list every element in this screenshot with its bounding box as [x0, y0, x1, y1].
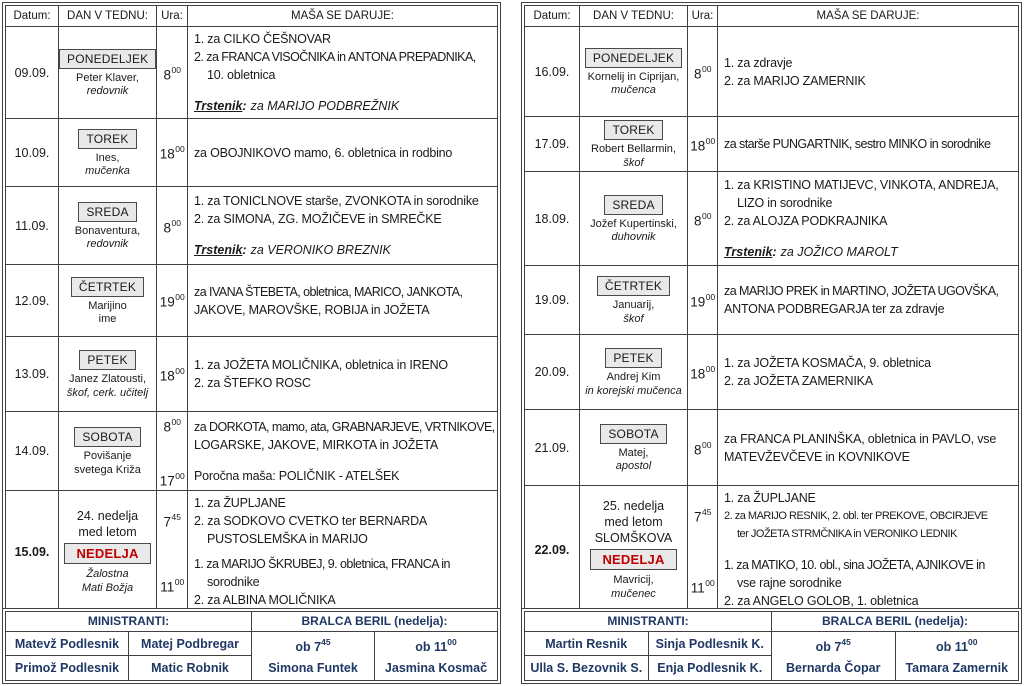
time-cell [688, 27, 718, 117]
day-badge: PONEDELJEK [585, 48, 682, 68]
saint-line: redovnik [86, 85, 129, 97]
date-cell: 13.09. [6, 337, 59, 412]
mass-line: za FRANCA PLANINŠKA, obletnica in PAVLO, vse [724, 431, 997, 446]
time-cell [688, 117, 718, 172]
ministranti-table-right [524, 611, 1019, 681]
mass-line: MATEVŽEVČEVE in KOVNIKOVE [724, 449, 910, 464]
mass-line: JAKOVE, MAROVŠKE, ROBIJA in JOŽETA [194, 302, 430, 317]
saint-line: Peter Klaver, [76, 71, 139, 84]
date-cell: 21.09. [525, 410, 580, 486]
ministrant-name: Primož Podlesnik [6, 656, 129, 681]
table-row [525, 117, 1019, 172]
sunday-title: 24. nedelja [76, 509, 139, 523]
ministrant-name: Matevž Podlesnik [6, 631, 129, 656]
saint-line: in korejski mučenca [585, 384, 682, 397]
day-cell [580, 117, 688, 172]
day-cell [580, 410, 688, 486]
table-row [525, 631, 1019, 656]
day-badge: ČETRTEK [597, 276, 670, 296]
header-row [525, 6, 1019, 27]
mass-table-right [524, 5, 1019, 614]
time-cell [157, 412, 188, 491]
day-cell [580, 486, 688, 614]
saint-line: Robert Bellarmin, [591, 143, 676, 155]
time-cell [157, 27, 188, 119]
feast-line: Marijino [88, 299, 127, 312]
trstenik-line: Trstenik: za JOŽICO MAROLT [724, 245, 898, 259]
saint-line: Jožef Kupertinski, [590, 217, 677, 230]
col-header-masa: MAŠA SE DARUJE: [188, 6, 498, 27]
mass-cell [188, 187, 498, 265]
day-cell [59, 27, 157, 119]
mass-line: za starše PUNGARTNIK, sestro MINKO in sorodnike [724, 137, 991, 151]
mass-line: za IVANA ŠTEBETA, obletnica, MARICO, JANKOTA, [194, 284, 463, 299]
col-header-day: DAN V TEDNU: [580, 6, 688, 27]
day-badge: PETEK [605, 348, 661, 368]
mass-line: 2. za SODKOVO CVETKO ter BERNARDA [194, 514, 428, 528]
mass-line: 1. za MARIJO ŠKRUBEJ, 9. obletnica, FRANCA in [194, 557, 450, 571]
schedule-panel-right [521, 2, 1022, 684]
day-badge: ČETRTEK [71, 277, 144, 297]
date-cell: 10.09. [6, 119, 59, 187]
date-cell: 18.09. [525, 172, 580, 266]
col-header-ura: Ura: [688, 6, 718, 27]
saint-line: apostol [615, 460, 652, 472]
date-cell: 14.09. [6, 412, 59, 491]
time-cell [688, 172, 718, 266]
mass-time: $18^{00}$ [159, 144, 185, 162]
mass-line: 2. za JOŽETA ZAMERNIKA [724, 374, 873, 388]
mass-cell [718, 410, 1019, 486]
trstenik-line: Trstenik: za MARIJO PODBREŽNIK [194, 99, 400, 113]
time-cell [157, 265, 188, 337]
ministranti-header: MINISTRANTI: [6, 611, 252, 631]
day-badge: SREDA [78, 202, 136, 222]
date-cell: 15.09. [6, 491, 59, 613]
mass-time: $17^{00}$ [159, 470, 185, 488]
saint-line: Ines, [95, 151, 120, 164]
mass-time: $8^{00}$ [163, 218, 181, 236]
mass-time: $18^{00}$ [690, 363, 716, 382]
day-badge: TOREK [78, 129, 136, 149]
mass-time: $18^{00}$ [159, 365, 185, 384]
mass-cell [188, 337, 498, 412]
mass-time: $8^{00}$ [694, 64, 712, 82]
saint-line: škof, cerk. učitelj [66, 386, 149, 399]
ministranti-section-left [2, 608, 501, 684]
date-cell: 17.09. [525, 117, 580, 172]
date-cell: 16.09. [525, 27, 580, 117]
day-cell [580, 266, 688, 335]
bralca-header: BRALCA BERIL (nedelja): [772, 611, 1019, 631]
mass-cell [188, 265, 498, 337]
date-cell: 20.09. [525, 335, 580, 410]
reader-time: ob $7^{45}$ [295, 636, 331, 654]
mass-line: 1. za KRISTINO MATIJEVC, VINKOTA, ANDREJA, [724, 178, 999, 192]
mass-time: $8^{00}$ [163, 417, 181, 435]
mass-line: 1. za MATIKO, 10. obl., sina JOŽETA, AJNIKOVE in [724, 558, 985, 572]
table-row [6, 412, 498, 491]
date-cell: 19.09. [525, 266, 580, 335]
time-cell [688, 486, 718, 614]
day-badge: TOREK [604, 120, 662, 140]
ministrant-name: Martin Resnik [525, 631, 649, 656]
mass-cell [718, 335, 1019, 410]
ministranti-table-left [5, 611, 498, 681]
mass-cell [718, 266, 1019, 335]
table-row [6, 631, 498, 656]
date-cell: 22.09. [525, 486, 580, 614]
mass-line: 1. za ŽUPLJANE [724, 491, 816, 505]
mass-time: $19^{00}$ [690, 291, 716, 310]
day-badge: PETEK [79, 350, 135, 370]
reader-time: ob $11^{00}$ [936, 636, 978, 654]
day-cell [580, 335, 688, 410]
mass-line: vse rajne sorodnike [737, 576, 842, 590]
trstenik-line: Trstenik: za VERONIKO BREZNIK [194, 243, 391, 257]
mass-line: 2. za ŠTEFKO ROSC [194, 376, 311, 390]
ministrant-name: Matic Robnik [129, 656, 252, 681]
day-badge: PONEDELJEK [59, 49, 156, 69]
reader-time: ob $7^{45}$ [815, 636, 851, 654]
mass-line: 1. za zdravje [724, 55, 793, 70]
header-row [6, 611, 498, 631]
table-row [6, 337, 498, 412]
table-row [6, 491, 498, 613]
mass-line: 2. za ALBINA MOLIČNIKA [194, 593, 336, 607]
time-cell [157, 119, 188, 187]
col-header-masa: MAŠA SE DARUJE: [718, 6, 1019, 27]
mass-line: za DORKOTA, mamo, ata, GRABNARJEVE, VRTNIKOVE, [194, 419, 495, 434]
table-row [6, 265, 498, 337]
day-cell [59, 119, 157, 187]
schedule-panel-left [2, 2, 501, 684]
mass-time: $8^{00}$ [163, 65, 181, 83]
saint-line: mučenca [611, 84, 656, 96]
reader-name: Simona Funtek [268, 661, 358, 675]
mass-time: $19^{00}$ [159, 292, 185, 310]
reader-time: ob $11^{00}$ [415, 636, 457, 654]
saint-line: Bonaventura, [74, 224, 141, 237]
mass-time: $11^{00}$ [160, 576, 185, 594]
day-cell [580, 172, 688, 266]
mass-time: $11^{00}$ [690, 577, 715, 595]
mass-line: LIZO in sorodnike [737, 196, 833, 210]
saint-line: Matej, [618, 446, 649, 459]
reader-name: Tamara Zamernik [905, 661, 1009, 675]
mass-line: ter JOŽETA STRMČNIKA in VERONIKO LEDNIK [737, 528, 957, 540]
table-row [6, 119, 498, 187]
time-cell [688, 410, 718, 486]
day-cell [59, 187, 157, 265]
saint-line: mučenka [85, 165, 130, 177]
mass-line: 2. za ANGELO GOLOB, 1. obletnica [724, 594, 919, 608]
table-row [525, 266, 1019, 335]
sunday-title: 25. nedelja [602, 499, 665, 513]
mass-line: za MARIJO PREK in MARTINO, JOŽETA UGOVŠKA, [724, 284, 999, 298]
sunday-title: med letom [604, 515, 663, 529]
mass-cell [718, 486, 1019, 614]
mass-line: 1. za JOŽETA MOLIČNIKA, obletnica in IRENO [194, 358, 448, 372]
reader-name: Bernarda Čopar [786, 661, 881, 675]
mass-line: 1. za TONICLNOVE starše, ZVONKOTA in sorodnike [194, 194, 479, 208]
day-cell [59, 337, 157, 412]
sunday-title: SLOMŠKOVA [594, 531, 673, 545]
mass-line: LOGARSKE, JAKOVE, MIRKOTA in JOŽETA [194, 437, 438, 452]
mass-line: 2. za SIMONA, ZG. MOŽIČEVE in SMREČKE [194, 212, 442, 226]
ministrant-name: Ulla S. Bezovnik S. [525, 656, 649, 681]
reader-cell [772, 631, 896, 680]
sunday-title: med letom [78, 525, 137, 539]
mass-cell [188, 491, 498, 613]
day-cell [580, 27, 688, 117]
day-cell [59, 412, 157, 491]
day-cell [59, 491, 157, 613]
mass-time: $8^{00}$ [694, 440, 712, 458]
reader-cell [252, 631, 375, 680]
table-row [525, 410, 1019, 486]
saint-line: škof [623, 312, 644, 325]
mass-time: $7^{45}$ [694, 507, 712, 525]
time-cell [688, 335, 718, 410]
feast-line: ime [98, 313, 117, 325]
mass-line: ANTONA PODBREGARJA ter za zdravje [724, 302, 945, 316]
ministrant-name: Sinja Podlesnik K. [648, 631, 772, 656]
mass-line: Poročna maša: POLIČNIK - ATELŠEK [194, 468, 400, 483]
feast-line: svetega Križa [74, 463, 141, 476]
saint-line: Mati Božja [81, 581, 134, 594]
day-badge: SREDA [604, 195, 662, 215]
day-cell [59, 265, 157, 337]
mass-line: 2. za MARIJO ZAMERNIK [724, 73, 866, 88]
mass-line: 2. za MARIJO RESNIK, 2. obl. ter PREKOVE, OBCIRJEVE [724, 510, 988, 522]
table-row [525, 172, 1019, 266]
bralca-header: BRALCA BERIL (nedelja): [252, 611, 498, 631]
saint-line: duhovnik [611, 231, 656, 243]
date-cell: 11.09. [6, 187, 59, 265]
mass-line: 1. za CILKO ČEŠNOVAR [194, 32, 331, 46]
ministrant-name: Enja Podlesnik K. [648, 656, 772, 681]
mass-line: sorodnike [207, 575, 260, 589]
mass-cell [188, 27, 498, 119]
date-cell: 09.09. [6, 27, 59, 119]
mass-line: 10. obletnica [207, 68, 276, 82]
mass-table-right-frame [521, 2, 1022, 617]
saint-line: škof [623, 156, 644, 169]
date-cell: 12.09. [6, 265, 59, 337]
feast-line: Povišanje [83, 450, 132, 462]
saint-line: Kornelij in Ciprijan, [587, 70, 680, 83]
ministranti-table-right-frame [521, 608, 1022, 684]
saint-line: Januarij, [612, 299, 655, 311]
mass-time: $7^{45}$ [163, 512, 181, 530]
time-cell [157, 491, 188, 613]
saint-line: Mavricij, [613, 574, 654, 586]
mass-cell [718, 27, 1019, 117]
mass-cell [188, 119, 498, 187]
saint-line: mučenec [611, 587, 656, 600]
day-badge: SOBOTA [600, 424, 666, 444]
col-header-datum: Datum: [525, 6, 580, 27]
ministranti-table-left-frame [2, 608, 501, 684]
col-header-datum: Datum: [6, 6, 59, 27]
saint-line: Andrej Kim [606, 371, 661, 383]
mass-cell [718, 117, 1019, 172]
table-row [525, 486, 1019, 614]
time-cell [157, 337, 188, 412]
table-row [525, 27, 1019, 117]
table-row [6, 27, 498, 119]
reader-cell [375, 631, 498, 680]
mass-line: 1. za JOŽETA KOSMAČA, 9. obletnica [724, 356, 931, 370]
saint-line: Janez Zlatousti, [68, 373, 147, 385]
table-row [6, 187, 498, 265]
ministrant-name: Matej Podbregar [129, 631, 252, 656]
mass-cell [188, 412, 498, 491]
table-row [525, 335, 1019, 410]
mass-line: 1. za ŽUPLJANE [194, 496, 286, 510]
mass-table-left [5, 5, 498, 613]
mass-line: 2. za FRANCA VISOČNIKA in ANTONA PREPADNIKA, [194, 50, 476, 64]
header-row [6, 6, 498, 27]
mass-table-left-frame [2, 2, 501, 616]
mass-cell [718, 172, 1019, 266]
mass-line: PUSTOSLEMŠKA in MARIJO [207, 532, 368, 546]
mass-line: 2. za ALOJZA PODKRAJNIKA [724, 214, 888, 228]
col-header-ura: Ura: [157, 6, 188, 27]
mass-time: $18^{00}$ [690, 135, 716, 154]
saint-line: redovnik [86, 238, 129, 250]
day-badge: SOBOTA [74, 427, 140, 447]
ministranti-section-right [521, 608, 1022, 684]
time-cell [688, 266, 718, 335]
sunday-badge: NEDELJA [64, 543, 150, 564]
reader-cell [895, 631, 1019, 680]
mass-time: $8^{00}$ [694, 211, 712, 229]
time-cell [157, 187, 188, 265]
ministranti-header: MINISTRANTI: [525, 611, 772, 631]
reader-name: Jasmina Kosmač [384, 661, 488, 675]
header-row [525, 611, 1019, 631]
sunday-badge: NEDELJA [590, 549, 676, 570]
col-header-day: DAN V TEDNU: [59, 6, 157, 27]
saint-line: Žalostna [86, 568, 129, 580]
mass-line: za OBOJNIKOVO mamo, 6. obletnica in rodbino [194, 145, 453, 160]
